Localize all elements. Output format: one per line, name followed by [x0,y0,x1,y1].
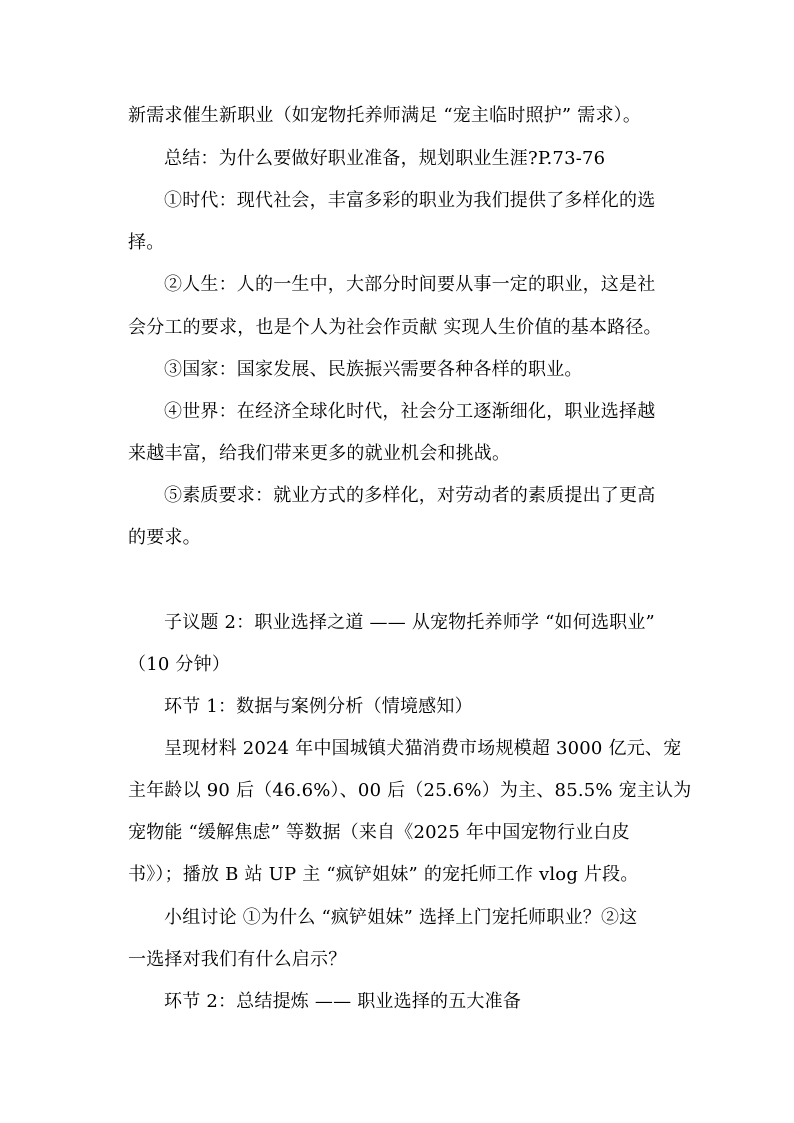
stage-2-heading: 环节 2：总结提炼 —— 职业选择的五大准备 [164,991,522,1012]
group-discussion-line: 小组讨论 ①为什么 “疯铲姐妹” 选择上门宠托师职业？②这 [164,907,638,928]
paragraph-line: 新需求催生新职业（如宠物托养师满足 “宠主临时照护” 需求）。 [128,105,642,126]
sub-topic-heading: 子议题 2：职业选择之道 —— 从宠物托养师学 “如何选职业” [164,612,655,633]
material-paragraph-line: 呈现材料 2024 年中国城镇犬猫消费市场规模超 3000 亿元、宠 [164,738,682,759]
list-item-era-continued: 择。 [128,232,165,253]
material-paragraph-line: 主年龄以 90 后（46.6%）、00 后（25.6%）为主、85.5% 宠主认为 [128,780,692,801]
list-item-nation: ③国家：国家发展、民族振兴需要各种各样的职业。 [164,359,583,380]
list-item-world: ④世界：在经济全球化时代，社会分工逐渐细化，职业选择越 [164,401,656,422]
list-item-world-continued: 来越丰富，给我们带来更多的就业机会和挑战。 [128,443,511,464]
list-item-quality: ⑤素质要求：就业方式的多样化，对劳动者的素质提出了更高 [164,485,656,506]
material-paragraph-line: 书》）；播放 B 站 UP 主 “疯铲姐妹” 的宠托师工作 vlog 片段。 [128,864,639,885]
list-item-quality-continued: 的要求。 [128,527,201,548]
sub-topic-duration: （10 分钟） [128,654,231,675]
summary-heading: 总结：为什么要做好职业准备，规划职业生涯?P.73-76 [164,148,606,169]
group-discussion-line: 一选择对我们有什么启示？ [128,949,347,970]
material-paragraph-line: 宠物能 “缓解焦虑” 等数据（来自《2025 年中国宠物行业白皮 [128,822,630,843]
list-item-era: ①时代：现代社会，丰富多彩的职业为我们提供了多样化的选 [164,190,656,211]
stage-1-heading: 环节 1：数据与案例分析（情境感知） [164,696,473,717]
list-item-life: ②人生：人的一生中，大部分时间要从事一定的职业，这是社 [164,274,656,295]
list-item-life-continued: 会分工的要求，也是个人为社会作贡献 实现人生价值的基本路径。 [128,317,662,338]
